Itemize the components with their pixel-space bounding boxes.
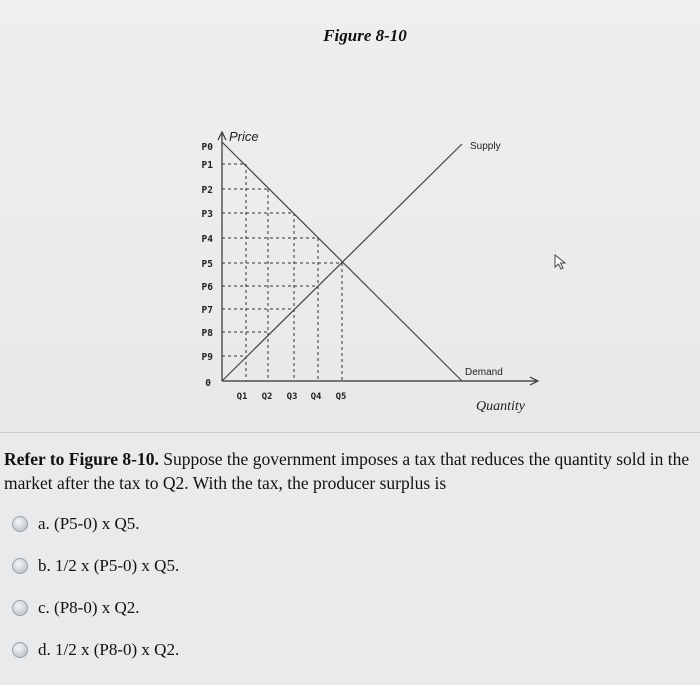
y-axis-label: Price — [229, 129, 259, 144]
price-tick-zero: 0 — [205, 378, 211, 389]
question-body: Suppose the government imposes a tax that reduces the quantity sold in the market after the tax to Q2. With the tax, the producer surplus is — [4, 449, 690, 493]
option-c[interactable] — [12, 594, 140, 622]
price-tick-p2: P2 — [201, 185, 213, 196]
price-tick-p9: P9 — [201, 352, 213, 363]
option-d-label: d. 1/2 x (P8-0) x Q2. — [38, 640, 180, 659]
price-tick-p1: P1 — [201, 160, 213, 171]
radio-icon[interactable] — [12, 558, 28, 574]
price-tick-p3: P3 — [201, 209, 213, 220]
option-b-label: b. 1/2 x (P5-0) x Q5. — [38, 556, 180, 575]
question-figure-ref: Refer to Figure 8-10. — [4, 449, 159, 469]
quantity-tick-q1: Q1 — [236, 392, 248, 402]
dashed-guides — [222, 164, 342, 381]
option-b[interactable] — [12, 552, 179, 580]
radio-icon[interactable] — [12, 642, 28, 658]
price-tick-p5: P5 — [201, 259, 213, 270]
price-tick-p4: P4 — [201, 234, 213, 245]
option-c-label: c. (P8-0) x Q2. — [38, 598, 140, 617]
question-text — [4, 447, 696, 495]
quantity-tick-q2: Q2 — [261, 392, 273, 402]
option-d[interactable] — [12, 636, 179, 664]
price-tick-p8: P8 — [201, 328, 213, 339]
mouse-cursor-icon — [555, 255, 565, 269]
radio-icon[interactable] — [12, 600, 28, 616]
price-tick-p6: P6 — [201, 282, 213, 293]
quantity-tick-q4: Q4 — [310, 392, 322, 402]
price-tick-p7: P7 — [201, 305, 213, 316]
x-axis-label: Quantity — [476, 399, 525, 414]
supply-label: Supply — [470, 141, 501, 152]
radio-icon[interactable] — [12, 516, 28, 532]
figure-title: Figure 8-10 — [323, 26, 407, 45]
option-a[interactable] — [12, 510, 140, 538]
option-a-label: a. (P5-0) x Q5. — [38, 514, 140, 533]
quantity-tick-q3: Q3 — [286, 392, 298, 402]
divider — [0, 432, 700, 433]
quantity-tick-q5: Q5 — [335, 392, 347, 402]
demand-label: Demand — [465, 367, 503, 378]
price-tick-p0: P0 — [201, 142, 213, 153]
